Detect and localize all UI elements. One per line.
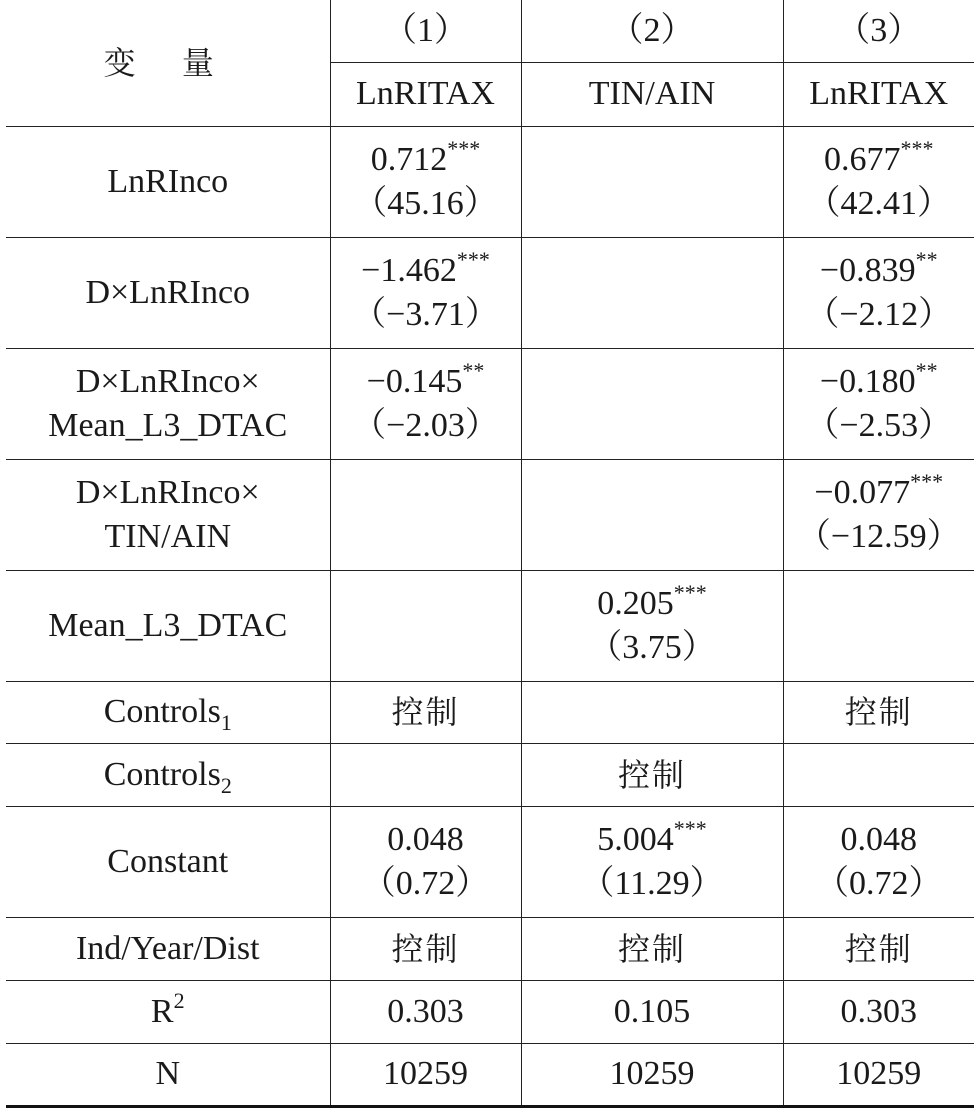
r-squared-row	[6, 980, 974, 1043]
coef-cell-empty	[521, 237, 783, 348]
stat-cell: 0.303	[330, 980, 521, 1043]
row-label: $R^2$	[6, 980, 330, 1043]
coef-cell: −0.145** （−2.03）	[330, 348, 521, 459]
fixed-effects-row	[6, 917, 974, 980]
coef-cell-empty	[521, 126, 783, 237]
coef-cell: −0.839** （−2.12）	[783, 237, 974, 348]
header-row-numbers	[6, 0, 974, 62]
row-label: Mean_L3_DTAC	[6, 570, 330, 681]
control-cell	[521, 681, 783, 743]
dep-var-1: LnRITAX	[330, 62, 521, 126]
column-number-3: （3）	[783, 0, 974, 62]
stat-cell: 0.105	[521, 980, 783, 1043]
dep-var-3: LnRITAX	[783, 62, 974, 126]
coef-cell: −0.180** （−2.53）	[783, 348, 974, 459]
stat-cell: 10259	[521, 1043, 783, 1106]
row-label: LnRInco	[6, 126, 330, 237]
stat-cell: 10259	[330, 1043, 521, 1106]
coef-cell: 0.048 （0.72）	[330, 806, 521, 917]
variable-header: 变 量	[6, 0, 330, 126]
dep-var-2: TIN/AIN	[521, 62, 783, 126]
table-row	[6, 348, 974, 459]
coef-cell-empty	[521, 459, 783, 570]
coef-cell: 0.677*** （42.41）	[783, 126, 974, 237]
row-label: D×LnRInco	[6, 237, 330, 348]
row-label: D×LnRInco× Mean_L3_DTAC	[6, 348, 330, 459]
controls2-row	[6, 743, 974, 806]
coef-cell-empty	[330, 459, 521, 570]
control-cell	[330, 743, 521, 806]
regression-table	[6, 0, 974, 1108]
control-cell	[783, 743, 974, 806]
column-number-2: （2）	[521, 0, 783, 62]
column-number-1: （1）	[330, 0, 521, 62]
coef-cell: 5.004*** （11.29）	[521, 806, 783, 917]
control-cell: 控制	[783, 917, 974, 980]
control-cell: 控制	[521, 743, 783, 806]
coef-cell: 0.048 （0.72）	[783, 806, 974, 917]
table-row	[6, 126, 974, 237]
stat-cell: 10259	[783, 1043, 974, 1106]
table-row	[6, 237, 974, 348]
table-row	[6, 570, 974, 681]
row-label: Controls$_1$	[6, 681, 330, 743]
n-row	[6, 1043, 974, 1106]
stat-cell: 0.303	[783, 980, 974, 1043]
table-row	[6, 459, 974, 570]
coef-cell: −1.462*** （−3.71）	[330, 237, 521, 348]
coef-cell-empty	[783, 570, 974, 681]
control-cell: 控制	[330, 681, 521, 743]
coef-cell: −0.077*** （−12.59）	[783, 459, 974, 570]
row-label: Constant	[6, 806, 330, 917]
coef-cell-empty	[521, 348, 783, 459]
row-label: Controls$_2$	[6, 743, 330, 806]
coef-cell: 0.205*** （3.75）	[521, 570, 783, 681]
row-label: N	[6, 1043, 330, 1106]
control-cell: 控制	[330, 917, 521, 980]
controls1-row	[6, 681, 974, 743]
coef-cell-empty	[330, 570, 521, 681]
constant-row	[6, 806, 974, 917]
coef-cell: 0.712*** （45.16）	[330, 126, 521, 237]
row-label: D×LnRInco× TIN/AIN	[6, 459, 330, 570]
control-cell: 控制	[521, 917, 783, 980]
control-cell: 控制	[783, 681, 974, 743]
row-label: Ind/Year/Dist	[6, 917, 330, 980]
